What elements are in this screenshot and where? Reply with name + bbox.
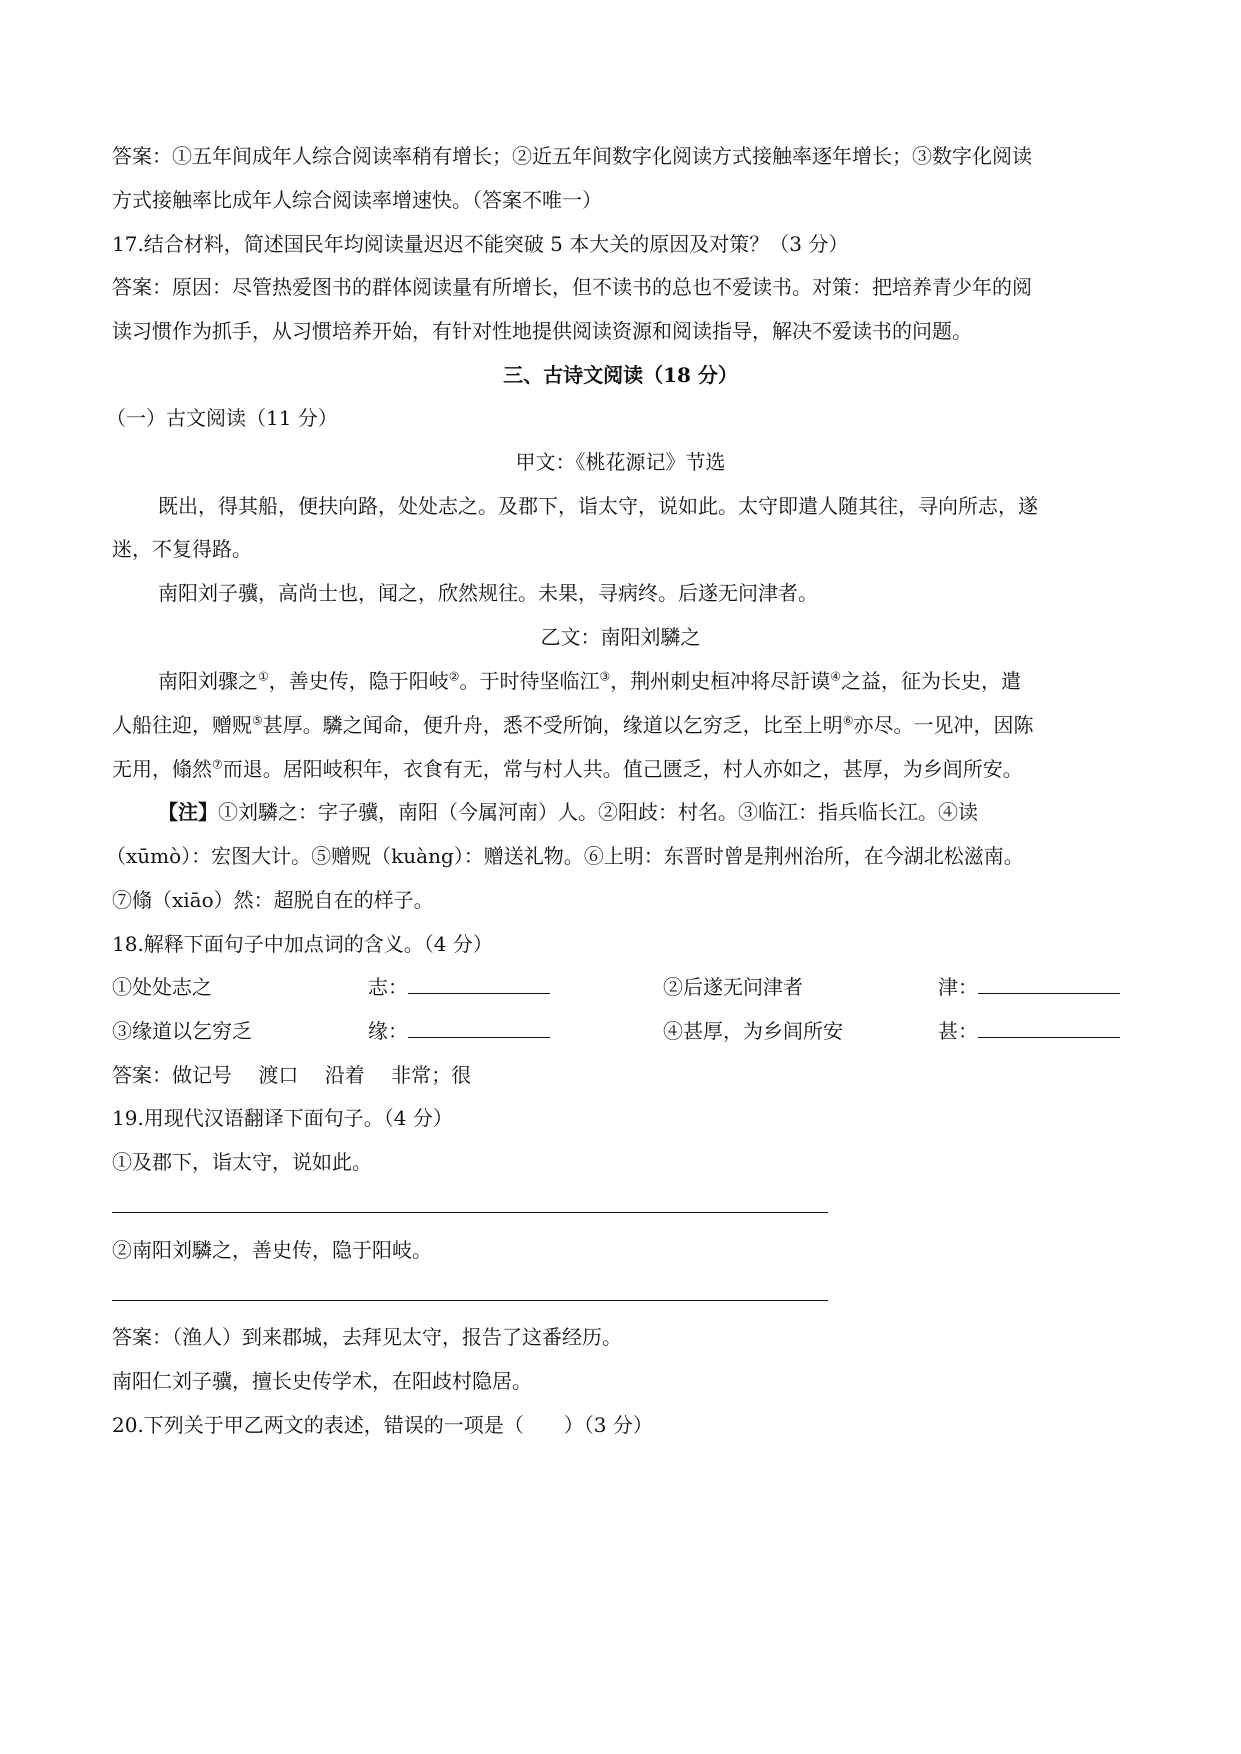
answer-line[interactable]	[112, 1212, 828, 1213]
q18-item-2-sentence: ②后遂无问津者	[663, 975, 803, 999]
passage-yi-title: 乙文：南阳刘驎之	[540, 625, 701, 649]
subsection-1-title: （一）古文阅读（11 分）	[106, 406, 338, 430]
passage-yi-line-3: 无用，翛然⑦而退。居阳岐积年，衣食有无，常与村人共。值己匮乏，村人亦如之，甚厚，为乡闾所安。	[112, 757, 1023, 781]
section-3-title: 三、古诗文阅读（18 分）	[503, 363, 738, 387]
footnote-mark: ①	[258, 669, 269, 684]
footnote-mark: ④	[830, 669, 842, 684]
passage-jia-p1-line-1: 既出，得其船，便扶向路，处处志之。及郡下，诣太守，说如此。太守即遣人随其往，寻向所志，遂	[158, 494, 1038, 518]
question-19: 19.用现代汉语翻译下面句子。（4 分）	[112, 1106, 453, 1130]
fill-blank[interactable]	[978, 1017, 1120, 1038]
answer-17-line-1: 答案：原因：尽管热爱图书的群体阅读量有所增长，但不读书的总也不爱读书。对策：把培养青少年的阅	[112, 275, 1032, 299]
answer-16-line-2: 方式接触率比成年人综合阅读率增速快。（答案不唯一）	[112, 188, 602, 212]
question-17: 17.结合材料，简述国民年均阅读量迟迟不能突破 5 本大关的原因及对策？（3 分）	[112, 232, 849, 256]
passage-yi-line-1: 南阳刘骤之①，善史传，隐于阳岐②。于时待坚临江③，荆州刺史桓冲将尽訏谟④之益，征为长史，遣	[158, 669, 1022, 693]
passage-jia-p1-line-2: 迷，不复得路。	[112, 537, 252, 561]
footnote-mark: ②	[448, 669, 460, 684]
answer-18: 答案：做记号 渡口 沿着 非常；很	[112, 1063, 472, 1087]
q18-item-3-blank: 缘：	[368, 1017, 550, 1045]
q19-sentence-1: ①及郡下，诣太守，说如此。	[112, 1150, 372, 1174]
passage-jia-title: 甲文：《桃花源记》节选	[515, 450, 726, 474]
footnote-mark: ⑦	[212, 757, 223, 772]
notes-line-2: （xūmò）：宏图大计。⑤赠贶（kuàng）：赠送礼物。⑥上明：东晋时曾是荆州治所，在今湖北松滋南。	[106, 844, 1024, 868]
passage-yi-line-2: 人船往迎，赠贶⑤甚厚。驎之闻命，便升舟，悉不受所饷，缘道以乞穷乏，比至上明⑥亦尽。一见冲，因陈	[112, 713, 1034, 737]
notes-tag: 【注】	[158, 800, 218, 824]
answer-17-line-2: 读习惯作为抓手，从习惯培养开始，有针对性地提供阅读资源和阅读指导，解决不爱读书的问题。	[112, 319, 972, 343]
question-18: 18.解释下面句子中加点词的含义。（4 分）	[112, 932, 493, 956]
q18-item-1-blank: 志：	[368, 973, 550, 1001]
q18-item-4-sentence: ④甚厚，为乡闾所安	[663, 1019, 843, 1043]
fill-blank[interactable]	[408, 1017, 550, 1038]
footnote-mark: ⑤	[252, 713, 263, 728]
q19-sentence-2: ②南阳刘驎之，善史传，隐于阳岐。	[112, 1238, 432, 1262]
footnote-mark: ⑥	[842, 713, 854, 728]
q18-item-2-blank: 津：	[938, 973, 1120, 1001]
fill-blank[interactable]	[978, 973, 1120, 994]
q18-item-1-sentence: ①处处志之	[112, 975, 212, 999]
notes-line-1: 【注】①刘驎之：字子骥，南阳（今属河南）人。②阳歧：村名。③临江：指兵临长江。④读	[158, 800, 978, 824]
answer-16-line-1: 答案：①五年间成年人综合阅读率稍有增长；②近五年间数字化阅读方式接触率逐年增长；③数字化阅读	[112, 144, 1032, 168]
answer-19-line-1: 答案：（渔人）到来郡城，去拜见太守，报告了这番经历。	[112, 1325, 622, 1349]
notes-line-3: ⑦翛（xiāo）然：超脱自在的样子。	[112, 888, 434, 912]
passage-jia-p2: 南阳刘子骥，高尚士也，闻之，欣然规往。未果，寻病终。后遂无问津者。	[158, 581, 818, 605]
answer-line[interactable]	[112, 1300, 828, 1301]
fill-blank[interactable]	[408, 973, 550, 994]
answer-19-line-2: 南阳仁刘子骥，擅长史传学术，在阳歧村隐居。	[112, 1369, 532, 1393]
footnote-mark: ③	[599, 669, 611, 684]
q18-item-3-sentence: ③缘道以乞穷乏	[112, 1019, 252, 1043]
question-20: 20.下列关于甲乙两文的表述，错误的一项是（ ）（3 分）	[112, 1413, 653, 1437]
q18-item-4-blank: 甚：	[938, 1017, 1120, 1045]
